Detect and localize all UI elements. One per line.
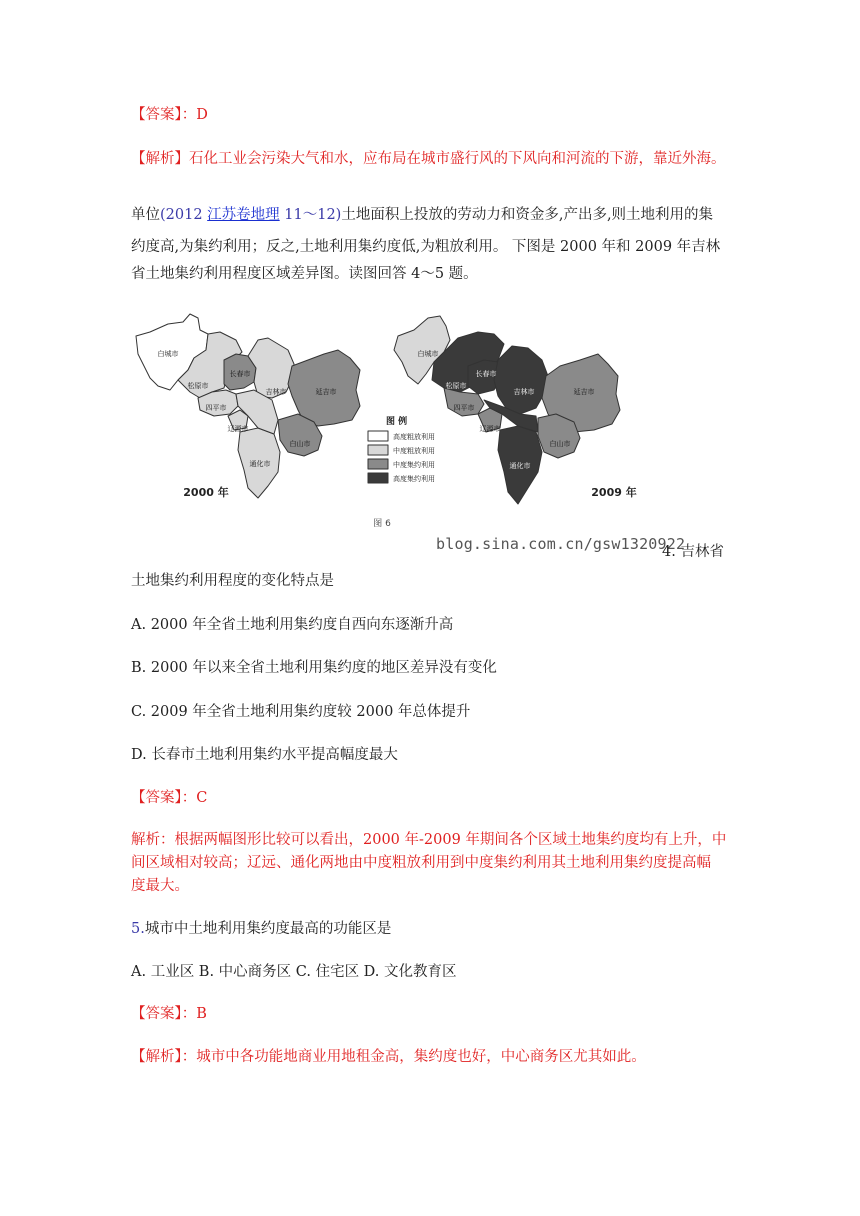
question-4-stem: 土地集约利用程度的变化特点是 <box>131 573 334 589</box>
label-baicheng-2009: 白城市 <box>417 350 439 358</box>
question-5-stem <box>131 919 391 939</box>
intro-paren-rest: 11～12) <box>279 207 342 223</box>
analysis-text: 石化工业会污染大气和水，应布局在城市盛行风的下风向和河流的下游，靠近外海。 <box>189 151 726 167</box>
watermark: blog.sina.com.cn/gsw1320922 <box>436 535 686 553</box>
legend <box>368 431 435 483</box>
label-yanji-2009: 延吉市 <box>573 388 595 396</box>
analysis-5 <box>131 1047 646 1067</box>
region-jilin-2009 <box>494 346 548 414</box>
label-yanji-2000: 延吉市 <box>315 388 337 396</box>
legend-swatch-3 <box>368 473 388 483</box>
label-siping-2009: 四平市 <box>453 404 475 412</box>
analysis-text: 城市中各功能地商业用地租金高，集约度也好，中心商务区尤其如此。 <box>196 1049 646 1065</box>
legend-label-3: 高度集约利用 <box>393 475 435 483</box>
q4-analysis-line-3: 度最大。 <box>131 878 189 894</box>
intro-line-1 <box>131 205 713 225</box>
label-jilin-2000: 吉林市 <box>265 388 287 396</box>
label-liaoyuan-2000: 辽源市 <box>227 425 249 433</box>
answer-5 <box>131 1004 207 1024</box>
figure-caption: 图 6 <box>373 519 391 529</box>
analysis-label: 【解析】： <box>131 1049 197 1065</box>
q4-option-d: D. 长春市土地利用集约水平提高幅度最大 <box>131 747 398 763</box>
label-changchun-2009: 长春市 <box>475 370 497 378</box>
label-tonghua-2000: 通化市 <box>249 460 271 468</box>
intro-line-3: 省土地集约利用程度区域差异图。读图回答 4～5 题。 <box>131 266 478 282</box>
q4-analysis-line-1: 解析：根据两幅图形比较可以看出，2000 年-2009 年期间各个区域土地集约度均有上升，中 <box>131 832 727 848</box>
legend-label-1: 中度粗放利用 <box>393 447 435 455</box>
legend-label-0: 高度粗放利用 <box>393 433 435 441</box>
label-changchun-2000: 长春市 <box>229 370 251 378</box>
label-songyuan-2009: 松原市 <box>445 382 467 390</box>
intro-line-2: 约度高,为集约利用；反之,土地利用集约度低,为粗放利用。 下图是 2000 年和 2009 年吉林 <box>131 239 721 255</box>
label-jilin-2009: 吉林市 <box>513 388 535 396</box>
legend-swatch-2 <box>368 459 388 469</box>
answer-label: 【答案】： <box>131 1006 197 1022</box>
analysis-label: 【解析】 <box>131 151 189 167</box>
answer-label: 【答案】： <box>131 107 197 123</box>
answer-value: D <box>196 107 208 123</box>
answer-4 <box>131 788 207 808</box>
intro-line1-rest: 土地面积上投放的劳动力和资金多,产出多,则土地利用的集 <box>341 207 714 223</box>
label-siping-2000: 四平市 <box>205 404 227 412</box>
q4-option-b: B. 2000 年以来全省土地利用集约度的地区差异没有变化 <box>131 660 497 676</box>
legend-title: 图 例 <box>386 417 408 427</box>
answer-value: B <box>196 1006 207 1022</box>
source-link[interactable]: 江苏卷地理 <box>207 207 280 223</box>
question-5-number: 5. <box>131 921 145 937</box>
intro-paren-open: (2012 <box>160 207 208 223</box>
legend-label-2: 中度集约利用 <box>393 461 435 469</box>
question-4-number: 4. 吉林省 <box>662 544 724 560</box>
label-liaoyuan-2009: 辽源市 <box>479 425 501 433</box>
label-baishan-2009: 白山市 <box>549 440 571 448</box>
answer-label: 【答案】： <box>131 790 197 806</box>
answer-value: C <box>196 790 208 806</box>
question-5-text: 城市中土地利用集约度最高的功能区是 <box>144 921 392 937</box>
jilin-land-use-map <box>128 310 668 565</box>
q4-analysis-line-2: 间区域相对较高；辽远、通化两地由中度粗放利用到中度集约利用其土地利用集约度提高幅 <box>131 855 711 871</box>
q4-option-a: A. 2000 年全省土地利用集约度自西向东逐渐升高 <box>131 617 454 633</box>
label-songyuan-2000: 松原市 <box>187 382 209 390</box>
q4-option-c: C. 2009 年全省土地利用集约度较 2000 年总体提升 <box>131 704 471 720</box>
label-tonghua-2009: 通化市 <box>509 462 531 470</box>
label-baishan-2000: 白山市 <box>289 440 311 448</box>
legend-swatch-0 <box>368 431 388 441</box>
q5-options: A. 工业区 B. 中心商务区 C. 住宅区 D. 文化教育区 <box>131 964 457 980</box>
intro-prefix: 单位 <box>131 207 160 223</box>
year-label-2009: 2009 年 <box>591 486 637 499</box>
label-baicheng-2000: 白城市 <box>157 350 179 358</box>
year-label-2000: 2000 年 <box>183 486 229 499</box>
legend-swatch-1 <box>368 445 388 455</box>
analysis-3 <box>131 149 726 169</box>
answer-3 <box>131 105 208 125</box>
